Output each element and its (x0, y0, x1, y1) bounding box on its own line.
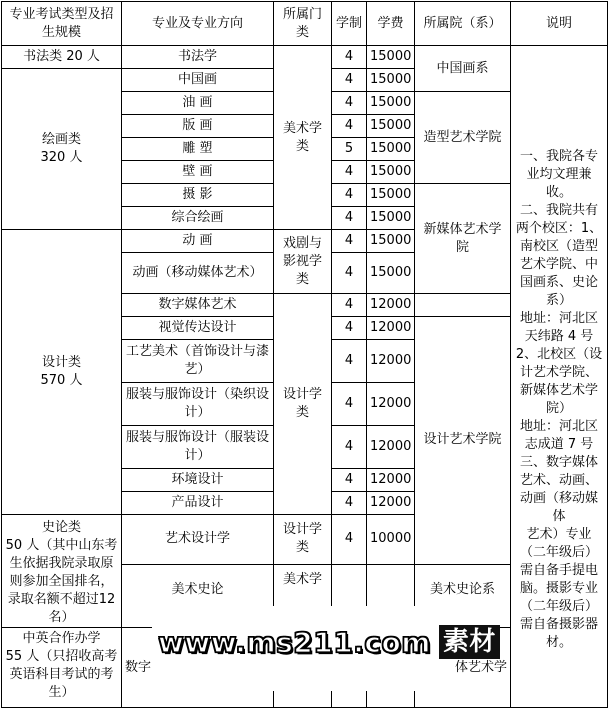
notes-text (514, 102, 604, 652)
fee-cell: 12000 (367, 492, 415, 515)
notes-line: 天纬路 4 号 (524, 328, 594, 344)
fee-cell: 12000 (367, 469, 415, 492)
fee-cell: 12000 (367, 340, 415, 383)
notes-line: 艺术学院、中 (519, 256, 598, 272)
header-college: 所属院（系） (415, 2, 511, 46)
notes-line: 系） (545, 292, 572, 308)
notes-line: 2、北校区（设 (515, 346, 603, 362)
fee-cell: 12000 (367, 294, 415, 317)
major-cell: 版 画 (122, 115, 274, 138)
notes-line: 院） (545, 400, 572, 416)
group-calligraphy: 书法类 20 人 (2, 46, 122, 69)
notes-line: 脑。摄影专业 (519, 580, 598, 596)
years-cell: 4 (332, 161, 367, 184)
major-cell: 产品设计 (122, 492, 274, 515)
header-fee: 学费 (367, 2, 415, 46)
watermark (158, 622, 500, 662)
fee-cell: 15000 (367, 161, 415, 184)
header-major: 专业及专业方向 (122, 2, 274, 46)
major-cell: 综合绘画 (122, 207, 274, 230)
notes-line: 计艺术学院、 (519, 364, 598, 380)
notes-cell (511, 46, 608, 708)
fee-cell: 15000 (367, 138, 415, 161)
years-cell: 4 (332, 469, 367, 492)
notes-line: 动画（移动媒体 (519, 490, 598, 524)
fee-cell: 12000 (367, 317, 415, 340)
notes-line: 需自备手提电 (519, 562, 598, 578)
discipline-drama: 戏剧与影视学类 (274, 230, 332, 294)
notes-line: 材。 (545, 634, 572, 650)
fee-cell: 15000 (367, 92, 415, 115)
notes-line: 二、我院共有 (519, 202, 598, 218)
group-painting-name: 绘画类 (41, 132, 81, 147)
notes-line: 一、我院各专 (519, 148, 598, 164)
header-years: 学制 (332, 2, 367, 46)
discipline-fine-arts: 美术学类 (274, 46, 332, 230)
major-cell: 环境设计 (122, 469, 274, 492)
notes-line: 国画系、史论 (519, 274, 598, 290)
college-chinese-painting: 中国画系 (415, 46, 511, 92)
college-plastic-arts: 造型艺术学院 (415, 92, 511, 184)
years-cell: 4 (332, 46, 367, 69)
fee-cell: 15000 (367, 46, 415, 69)
years-cell: 4 (332, 383, 367, 426)
group-design-name: 设计类 (41, 355, 81, 370)
years-cell: 4 (332, 115, 367, 138)
major-cell-partial: 美术史论 (122, 564, 274, 627)
header-discipline: 所属门类 (274, 2, 332, 46)
college-bottom-partial: 体艺术学 (415, 628, 511, 708)
notes-line: 艺术、动画、 (519, 472, 598, 488)
fee-cell: 15000 (367, 207, 415, 230)
years-cell: 4 (332, 317, 367, 340)
notes-line: （二年级后） (519, 544, 598, 560)
fee-cell: 12000 (367, 383, 415, 426)
notes-line: 南校区（造型 (519, 238, 598, 254)
fee-cell: 15000 (367, 115, 415, 138)
group-sino-uk-count: 55 人（只招收高考英语科目考试的考生） (5, 649, 118, 700)
notes-line: 收。 (545, 184, 572, 200)
group-design (2, 230, 122, 515)
notes-line: 三、数字媒体 (519, 454, 598, 470)
major-cell: 工艺美术（首饰设计与漆艺） (122, 340, 274, 383)
watermark-badge: 素材 (439, 625, 500, 659)
major-cell-partial: 数字 (122, 628, 274, 708)
admissions-table (1, 1, 608, 708)
years-cell: 4 (332, 92, 367, 115)
years-cell: 4 (332, 230, 367, 253)
years-cell: 4 (332, 253, 367, 294)
years-cell: 4 (332, 340, 367, 383)
major-cell: 动 画 (122, 230, 274, 253)
years-cell: 4 (332, 69, 367, 92)
group-history-count: 50 人（其中山东考生依据我院录取原则参加全国排名，录取名额不超过12名） (5, 538, 118, 625)
discipline-design-2: 设计学类 (274, 515, 332, 565)
notes-line: 艺术）专业 (526, 526, 592, 542)
major-cell: 书法学 (122, 46, 274, 69)
college-design: 设计艺术学院 (415, 317, 511, 565)
college-new-media: 新媒体艺术学院 (415, 184, 511, 294)
header-notes: 说明 (511, 2, 608, 46)
fee-cell: 15000 (367, 253, 415, 294)
years-cell: 5 (332, 138, 367, 161)
years-cell: 4 (332, 492, 367, 515)
major-cell: 中国画 (122, 69, 274, 92)
major-cell: 艺术设计学 (122, 515, 274, 565)
group-history (2, 515, 122, 628)
group-history-name: 史论类 (41, 520, 81, 535)
notes-line: 新媒体艺术学 (519, 382, 598, 398)
college-history-partial: 美术史论系 (415, 564, 511, 627)
years-cell: 4 (332, 426, 367, 469)
notes-line: 地址：河北区 (519, 310, 598, 326)
group-sino-uk-name: 中英合作办学 (22, 631, 101, 646)
group-sino-uk (2, 628, 122, 708)
years-cell: 4 (332, 294, 367, 317)
major-cell: 视觉传达设计 (122, 317, 274, 340)
years-cell: 4 (332, 184, 367, 207)
major-cell: 服装与服饰设计（染织设计） (122, 383, 274, 426)
notes-line: 志成道 7 号 (524, 436, 594, 452)
watermark-site: www.ms211.com (158, 625, 431, 659)
notes-line: 业均文理兼 (526, 166, 592, 182)
discipline-design: 设计学类 (274, 294, 332, 515)
notes-line: （二年级后） (519, 598, 598, 614)
group-painting (2, 69, 122, 230)
major-cell: 动画（移动媒体艺术） (122, 253, 274, 294)
notes-line: 两个校区：1、 (515, 220, 603, 236)
fee-cell: 12000 (367, 426, 415, 469)
years-cell: 4 (332, 207, 367, 230)
major-cell: 雕 塑 (122, 138, 274, 161)
major-cell: 壁 画 (122, 161, 274, 184)
fee-cell: 10000 (367, 515, 415, 565)
header-category: 专业考试类型及招生规模 (2, 2, 122, 46)
major-cell: 服装与服饰设计（服装设计） (122, 426, 274, 469)
fee-cell: 15000 (367, 230, 415, 253)
major-cell: 摄 影 (122, 184, 274, 207)
fee-cell: 15000 (367, 184, 415, 207)
fee-cell: 15000 (367, 69, 415, 92)
years-cell: 4 (332, 515, 367, 565)
major-cell: 数字媒体艺术 (122, 294, 274, 317)
discipline-fine-arts-partial: 美术学 (274, 564, 332, 627)
group-design-count: 570 人 (40, 373, 83, 388)
major-cell: 油 画 (122, 92, 274, 115)
notes-line: 地址：河北区 (519, 418, 598, 434)
group-painting-count: 320 人 (40, 150, 83, 165)
notes-line: 需自备摄影器 (519, 616, 598, 632)
